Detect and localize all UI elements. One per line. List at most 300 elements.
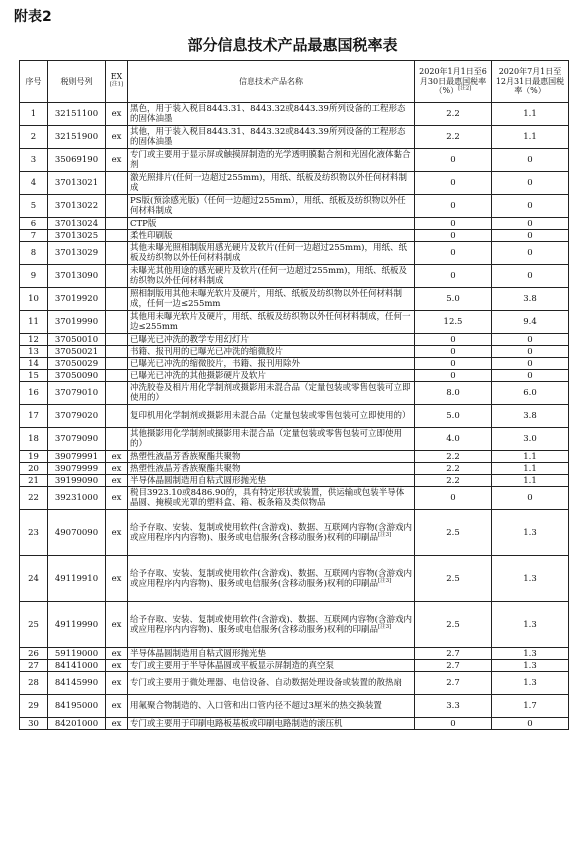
row-code: [48, 556, 106, 602]
row-name-text: 复印机用化学制剂或摄影用未混合品（定量包装或零售包装可立即使用的）: [130, 411, 411, 421]
row-rate2: [492, 172, 569, 195]
table-row: [20, 242, 569, 265]
row-rate1-text: 3.3: [446, 701, 460, 711]
row-name: [128, 428, 415, 451]
row-name-text: 其他，用于装入税目8443.31、8443.32或8443.39所列设备的工程形态的固体油墨: [130, 127, 406, 147]
row-rate1-text: 2.5: [446, 573, 460, 584]
row-rate2-text: 1.1: [523, 132, 537, 142]
row-rate1-text: 0: [450, 271, 456, 281]
row-rate2-text: 0: [527, 493, 533, 503]
row-rate2-text: 3.0: [523, 434, 537, 444]
row-code-text: 37050021: [54, 346, 99, 357]
row-seq-text: 6: [30, 218, 37, 229]
row-rate2-text: 1.3: [523, 660, 537, 671]
row-name-note: [注3]: [377, 577, 392, 584]
table-row: [20, 556, 569, 602]
row-name: [128, 556, 415, 602]
row-code: [48, 382, 106, 405]
row-seq-text: 16: [28, 388, 39, 398]
row-ex-text: ex: [111, 493, 122, 503]
row-rate1: [415, 334, 492, 346]
tariff-table: [19, 60, 569, 730]
header-name: 信息技术产品名称: [128, 61, 415, 103]
row-name-text: 半导体晶圆制造用自粘式圆形抛光垫: [130, 648, 267, 659]
row-code-text: 84195000: [54, 701, 99, 711]
row-code: [48, 218, 106, 230]
row-code-text: 37050090: [54, 370, 99, 381]
row-ex-text: ex: [111, 463, 122, 474]
row-name: [128, 218, 415, 230]
row-code: [48, 242, 106, 265]
table-row: [20, 405, 569, 428]
row-seq: [20, 487, 48, 510]
table-row: [20, 346, 569, 358]
row-seq-text: 1: [30, 109, 37, 119]
row-rate2: [492, 695, 569, 718]
table-row: [20, 218, 569, 230]
row-name-text: 其他摄影用化学制剂或摄影用未混合品（定量包装或零售包装可立即使用的）: [130, 429, 403, 449]
table-row: [20, 695, 569, 718]
row-rate1-text: 0: [450, 178, 456, 188]
row-rate2-text: 0: [527, 155, 533, 165]
table-header-row: [20, 61, 569, 103]
table-row: [20, 265, 569, 288]
row-ex: [106, 382, 128, 405]
row-code-text: 39079991: [54, 451, 99, 462]
row-code: [48, 463, 106, 475]
row-name: [128, 242, 415, 265]
row-rate1-text: 2.7: [446, 660, 460, 671]
row-rate1-text: 2.7: [446, 678, 460, 688]
row-rate1-text: 0: [450, 370, 456, 381]
row-rate2-text: 1.3: [523, 527, 537, 538]
table-row: [20, 602, 569, 648]
row-rate1: [415, 556, 492, 602]
row-rate1-text: 2.2: [446, 109, 460, 119]
row-rate2-text: 0: [527, 271, 533, 281]
row-seq: [20, 510, 48, 556]
row-ex: [106, 311, 128, 334]
table-row: [20, 126, 569, 149]
row-ex: [106, 149, 128, 172]
row-name: [128, 451, 415, 463]
row-rate1-text: 2.2: [446, 451, 460, 462]
row-rate2-text: 0: [527, 178, 533, 188]
row-rate2: [492, 428, 569, 451]
row-rate1: [415, 451, 492, 463]
row-seq: [20, 405, 48, 428]
row-ex: [106, 695, 128, 718]
row-code: [48, 126, 106, 149]
row-rate1-text: 0: [450, 248, 456, 258]
row-rate1: [415, 510, 492, 556]
row-rate2-text: 1.1: [523, 451, 537, 462]
row-name: [128, 126, 415, 149]
row-rate1: [415, 230, 492, 242]
row-rate2: [492, 334, 569, 346]
row-seq-text: 7: [30, 230, 37, 241]
row-rate2: [492, 195, 569, 218]
row-seq: [20, 660, 48, 672]
row-rate2-text: 0: [527, 718, 533, 729]
row-ex: [106, 242, 128, 265]
row-name-text: 书籍、报刊用的已曝光已冲洗的缩微胶片: [130, 346, 284, 357]
row-rate2-text: 1.3: [523, 648, 537, 659]
row-ex-text: ex: [111, 701, 122, 711]
row-name: [128, 648, 415, 660]
row-ex: [106, 463, 128, 475]
row-name-text: 给予存取、安装、复制或使用软件(含游戏)、数据、互联网内容物(含游戏内或应用程序内内容物)、服务或电信服务(含移动服务)权利的印刷品: [130, 614, 412, 635]
row-rate1-text: 0: [450, 218, 456, 229]
row-name-text: 柔性印刷版: [130, 230, 173, 241]
row-name: [128, 195, 415, 218]
row-seq: [20, 218, 48, 230]
row-ex: [106, 346, 128, 358]
document-title: 部分信息技术产品最惠国税率表: [187, 36, 398, 54]
table-row: [20, 660, 569, 672]
row-name-text: 黑色，用于装入税目8443.31、8443.32或8443.39所列设备的工程形态的固体油墨: [130, 104, 406, 124]
table-row: [20, 103, 569, 126]
row-rate2-text: 0: [527, 218, 533, 229]
row-ex: [106, 230, 128, 242]
row-ex: [106, 218, 128, 230]
row-code-text: 37013025: [54, 230, 99, 241]
row-seq-text: 2: [30, 132, 37, 142]
row-rate1-text: 0: [450, 230, 456, 241]
row-name-text: 未曝光其他用途的感光硬片及软片(任何一边超过255mm)，用纸、纸板及纺织物以外任何材料制成: [130, 266, 407, 286]
row-name-text: 热塑性液晶芳香族聚酯共聚物: [130, 451, 241, 462]
row-rate2: [492, 487, 569, 510]
row-rate2-text: 6.0: [523, 388, 537, 398]
row-name: [128, 463, 415, 475]
row-rate1: [415, 405, 492, 428]
row-name-text: 税目3923.10或8486.90的，具有特定形状或装置，供运输或包装半导体晶圆、掩模或光罩的塑料盒、箱、板条箱及类似物品: [130, 488, 405, 508]
row-code-text: 37050010: [54, 334, 99, 345]
row-rate2-text: 9.4: [523, 317, 537, 327]
row-code: [48, 510, 106, 556]
row-seq: [20, 172, 48, 195]
row-rate2: [492, 149, 569, 172]
row-seq-text: 12: [28, 334, 39, 345]
row-ex-text: ex: [111, 132, 122, 142]
row-code: [48, 648, 106, 660]
row-rate2-text: 0: [527, 248, 533, 258]
row-seq-text: 24: [28, 573, 39, 584]
header-ex-note: [注1]: [109, 80, 124, 87]
row-rate2: [492, 358, 569, 370]
table-row: [20, 487, 569, 510]
row-rate2: [492, 230, 569, 242]
row-rate1: [415, 695, 492, 718]
row-code-text: 37013021: [54, 178, 99, 188]
row-code: [48, 265, 106, 288]
row-code-text: 39199090: [54, 475, 99, 486]
row-ex-text: ex: [111, 718, 122, 729]
row-seq: [20, 648, 48, 660]
row-seq-text: 17: [28, 411, 39, 421]
row-seq: [20, 334, 48, 346]
row-name: [128, 149, 415, 172]
row-rate2: [492, 370, 569, 382]
row-name-text: 冲洗胶卷及相片用化学制剂或摄影用未混合品（定量包装或零售包装可立即使用的）: [130, 383, 411, 403]
row-seq: [20, 195, 48, 218]
row-rate1: [415, 718, 492, 730]
row-ex: [106, 672, 128, 695]
row-seq-text: 11: [28, 317, 39, 327]
row-seq: [20, 230, 48, 242]
row-code: [48, 487, 106, 510]
row-ex: [106, 660, 128, 672]
row-ex: [106, 370, 128, 382]
row-name: [128, 487, 415, 510]
table-row: [20, 195, 569, 218]
table-row: [20, 311, 569, 334]
row-rate1: [415, 288, 492, 311]
row-seq: [20, 451, 48, 463]
row-ex-text: ex: [111, 573, 122, 584]
row-code-text: 39079999: [54, 463, 99, 474]
row-rate1-text: 0: [450, 334, 456, 345]
row-ex: [106, 358, 128, 370]
row-rate1: [415, 126, 492, 149]
row-code-text: 49119910: [54, 573, 99, 584]
row-name-text: 用氟聚合物制造的、入口管和出口管内径不超过3厘米的热交换装置: [130, 701, 382, 711]
row-rate2: [492, 218, 569, 230]
row-name: [128, 475, 415, 487]
row-seq-text: 10: [28, 294, 39, 304]
row-rate2: [492, 288, 569, 311]
row-code-text: 84141000: [54, 660, 99, 671]
table-body: [20, 103, 569, 730]
row-code-text: 37013090: [54, 271, 99, 281]
row-rate1-text: 5.0: [446, 411, 460, 421]
row-rate1: [415, 487, 492, 510]
row-rate2: [492, 510, 569, 556]
table-row: [20, 648, 569, 660]
row-rate1-text: 0: [450, 493, 456, 503]
row-code: [48, 195, 106, 218]
row-rate1: [415, 149, 492, 172]
table-row: [20, 428, 569, 451]
row-rate1-text: 12.5: [443, 317, 463, 327]
row-rate2-text: 3.8: [523, 294, 537, 304]
row-rate1-text: 2.7: [446, 648, 460, 659]
row-seq: [20, 602, 48, 648]
row-seq-text: 19: [28, 451, 39, 462]
row-name-text: 照相制版用其他未曝光软片及硬片，用纸、纸板及纺织物以外任何材料制成，任何一边≤255mm: [130, 289, 403, 309]
row-name-text: 其他未曝光照相制版用感光硬片及软片(任何一边超过255mm)，用纸、纸板及纺织物以外任何材料制成: [130, 243, 407, 263]
row-code: [48, 103, 106, 126]
header-code: 税则号列: [48, 61, 106, 103]
row-seq-text: 25: [28, 619, 39, 630]
row-code: [48, 311, 106, 334]
row-code: [48, 288, 106, 311]
row-seq-text: 29: [28, 701, 39, 711]
row-code-text: 37013029: [54, 248, 99, 258]
row-rate1-text: 4.0: [446, 434, 460, 444]
row-rate2-text: 1.3: [523, 619, 537, 630]
row-rate1: [415, 358, 492, 370]
table-row: [20, 149, 569, 172]
row-rate1: [415, 103, 492, 126]
row-rate2-text: 1.7: [523, 701, 537, 711]
row-rate1: [415, 265, 492, 288]
row-name-text: 给予存取、安装、复制或使用软件(含游戏)、数据、互联网内容物(含游戏内或应用程序内内容物)、服务或电信服务(含移动服务)权利的印刷品: [130, 522, 412, 543]
row-seq: [20, 358, 48, 370]
row-rate2: [492, 311, 569, 334]
row-seq: [20, 265, 48, 288]
row-code: [48, 718, 106, 730]
row-ex: [106, 405, 128, 428]
row-name: [128, 602, 415, 648]
row-ex: [106, 172, 128, 195]
row-ex-text: ex: [111, 527, 122, 538]
row-rate1-text: 0: [450, 358, 456, 369]
row-code-text: 37013024: [54, 218, 99, 229]
row-seq: [20, 346, 48, 358]
row-name: [128, 172, 415, 195]
row-name: [128, 370, 415, 382]
row-rate1: [415, 195, 492, 218]
row-ex: [106, 648, 128, 660]
row-ex-text: ex: [111, 619, 122, 630]
row-rate2-text: 0: [527, 201, 533, 211]
row-rate2: [492, 103, 569, 126]
row-rate1-text: 2.2: [446, 463, 460, 474]
row-seq-text: 8: [30, 248, 37, 258]
row-rate1: [415, 370, 492, 382]
row-rate1-text: 2.2: [446, 132, 460, 142]
row-ex: [106, 718, 128, 730]
row-ex: [106, 451, 128, 463]
row-rate1: [415, 475, 492, 487]
row-ex: [106, 602, 128, 648]
table-row: [20, 288, 569, 311]
row-rate2: [492, 405, 569, 428]
row-ex: [106, 126, 128, 149]
header-rate1-label: 2020年1月1日至6月30日最惠国税率（%）: [419, 67, 487, 96]
row-rate2-text: 0: [527, 358, 533, 369]
row-ex: [106, 195, 128, 218]
header-ex: [106, 61, 128, 103]
row-code: [48, 672, 106, 695]
row-code: [48, 172, 106, 195]
table-row: [20, 230, 569, 242]
row-seq: [20, 382, 48, 405]
row-ex: [106, 475, 128, 487]
row-code: [48, 346, 106, 358]
row-rate2: [492, 265, 569, 288]
row-rate2-text: 1.1: [523, 109, 537, 119]
row-code: [48, 602, 106, 648]
row-name-text: 专门或主要用于微处理器、电信设备、自动数据处理设备或装置的散热扇: [130, 678, 403, 688]
row-rate2: [492, 475, 569, 487]
row-ex: [106, 103, 128, 126]
row-ex-text: ex: [111, 475, 122, 486]
row-name-note: [注3]: [377, 531, 392, 538]
row-ex-text: ex: [111, 155, 122, 165]
row-seq-text: 23: [28, 527, 39, 538]
row-ex-text: ex: [111, 648, 122, 659]
table-row: [20, 172, 569, 195]
row-rate2-text: 3.8: [523, 411, 537, 421]
row-seq: [20, 103, 48, 126]
row-rate2-text: 0: [527, 334, 533, 345]
row-ex-text: ex: [111, 109, 122, 119]
row-name-text: 已曝光已冲洗的其他摄影硬片及软片: [130, 370, 267, 381]
header-ex-label: EX: [110, 72, 123, 81]
row-seq: [20, 556, 48, 602]
row-code-text: 37019990: [54, 317, 99, 327]
header-rate1-note: [注2]: [458, 85, 472, 92]
row-seq-text: 9: [30, 271, 37, 281]
row-ex: [106, 288, 128, 311]
row-code: [48, 230, 106, 242]
row-seq-text: 15: [28, 370, 39, 381]
row-code-text: 49070090: [54, 527, 99, 538]
table-row: [20, 463, 569, 475]
row-code-text: 37079090: [54, 434, 99, 444]
row-rate2: [492, 382, 569, 405]
table-row: [20, 382, 569, 405]
row-seq: [20, 288, 48, 311]
row-rate1-text: 0: [450, 201, 456, 211]
row-name-text: 半导体晶圆制造用自粘式圆形抛光垫: [130, 475, 267, 486]
table-row: [20, 510, 569, 556]
row-code: [48, 405, 106, 428]
header-seq: 序号: [20, 61, 48, 103]
row-name-text: PS版(预涂感光版)（任何一边超过255mm），用纸、纸板及纺织物以外任何材料制成: [130, 196, 406, 216]
row-rate1-text: 2.5: [446, 619, 460, 630]
row-rate1: [415, 346, 492, 358]
row-seq: [20, 428, 48, 451]
row-seq-text: 30: [28, 718, 39, 729]
table-row: [20, 672, 569, 695]
row-rate2-text: 1.1: [523, 475, 537, 486]
row-name: [128, 695, 415, 718]
row-code-text: 37050029: [54, 358, 99, 369]
row-name-text: 给予存取、安装、复制或使用软件(含游戏)、数据、互联网内容物(含游戏内或应用程序内内容物)、服务或电信服务(含移动服务)权利的印刷品: [130, 568, 412, 589]
row-seq: [20, 311, 48, 334]
row-name-text: 已曝光已冲洗的教学专用幻灯片: [130, 334, 250, 345]
row-name: [128, 382, 415, 405]
table-row: [20, 334, 569, 346]
row-code-text: 32151900: [54, 132, 99, 142]
row-rate1: [415, 660, 492, 672]
row-ex: [106, 510, 128, 556]
row-code-text: 35069190: [54, 155, 99, 165]
row-code-text: 84145990: [54, 678, 99, 688]
row-rate1: [415, 382, 492, 405]
row-seq: [20, 126, 48, 149]
row-code: [48, 475, 106, 487]
row-rate2: [492, 602, 569, 648]
row-name-text: 专门或主要用于显示屏或触摸屏制造的光学透明膜黏合剂和光固化液体黏合剂: [130, 150, 411, 170]
row-name: [128, 510, 415, 556]
row-code-text: 84201000: [54, 718, 99, 729]
row-rate2: [492, 463, 569, 475]
row-rate2: [492, 718, 569, 730]
row-name: [128, 660, 415, 672]
row-rate1: [415, 218, 492, 230]
row-seq-text: 14: [28, 358, 39, 369]
row-rate1-text: 0: [450, 718, 456, 729]
row-rate2-text: 1.3: [523, 678, 537, 688]
row-code-text: 39231000: [54, 493, 99, 503]
row-rate1: [415, 172, 492, 195]
row-ex: [106, 428, 128, 451]
row-code: [48, 358, 106, 370]
